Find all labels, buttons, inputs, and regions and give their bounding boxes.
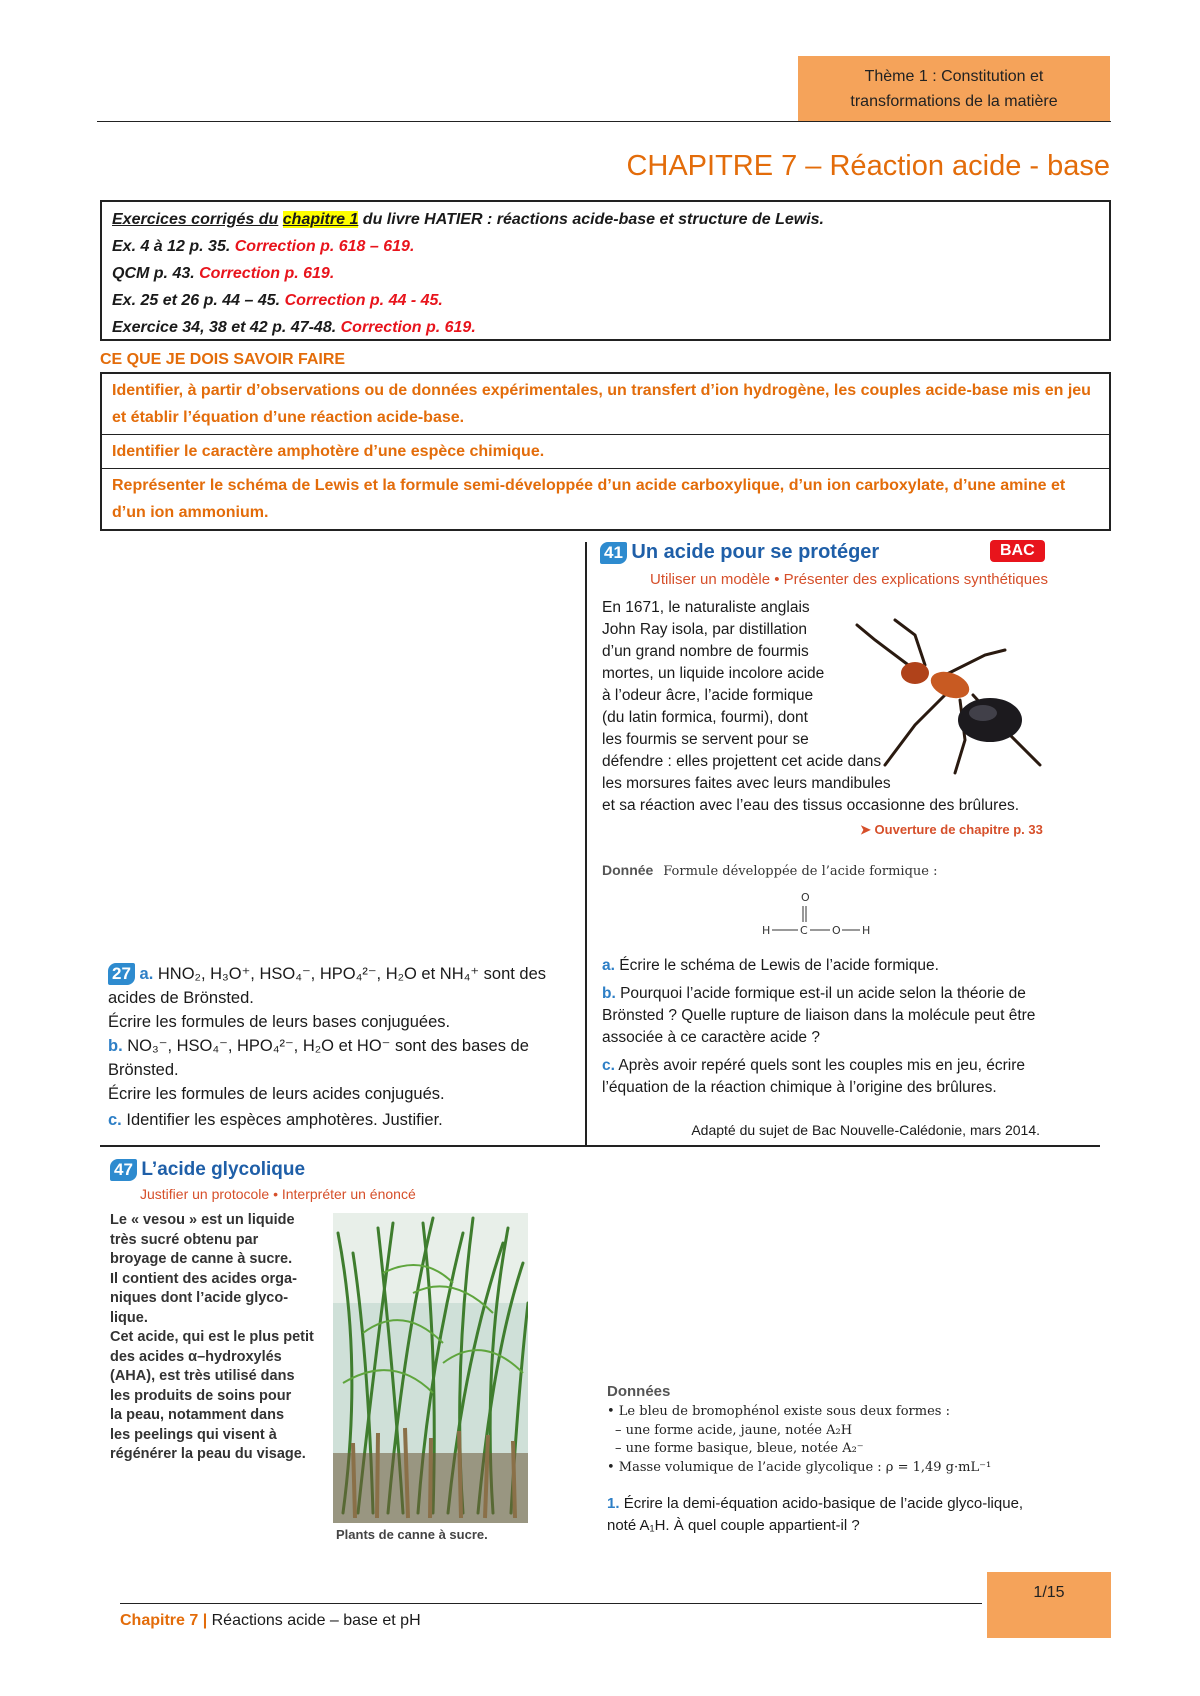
chapter-ref (860, 822, 1043, 838)
text-line: niques dont l’acide glyco- (110, 1290, 289, 1306)
formula-o-top: O (801, 892, 810, 904)
intro-line: à l’odeur âcre, l’acide formique (602, 687, 814, 704)
intro-line: les fourmis se servent pour se (602, 731, 809, 748)
exercise-ref: Exercice 34, 38 et 42 p. 47-48. (112, 319, 341, 336)
exercise-41-questions (602, 955, 1042, 1099)
text-line: Le « vesou » est un liquide (110, 1212, 295, 1228)
exercise-number-badge: 27 (108, 963, 135, 985)
text-line: (AHA), est très utilisé dans (110, 1368, 295, 1384)
text-line: la peau, notamment dans (110, 1407, 285, 1423)
data-item: • Masse volumique de l’acide glycolique : ρ = 1,49 g·mL⁻¹ (607, 1459, 992, 1475)
text-line: lique. (110, 1309, 148, 1326)
footer-chapter: Chapitre 7 | (120, 1612, 208, 1629)
corrected-intro: Exercices corrigés du (112, 211, 279, 228)
text-line: très sucré obtenu par (110, 1231, 259, 1248)
text-line: broyage de canne à sucre. (110, 1251, 293, 1267)
chapter-title: CHAPITRE 7 – Réaction acide - base (626, 150, 1110, 182)
corrected-line-5 (112, 314, 1099, 341)
photo-caption: Plants de canne à sucre. (336, 1527, 488, 1542)
exercise-subtitle: Justifier un protocole • Interpréter un énoncé (140, 1186, 416, 1202)
formula-c: C (800, 924, 808, 937)
correction-ref: Correction p. 619. (199, 265, 335, 282)
ant-illustration (855, 615, 1055, 775)
data-label: Donnée (602, 862, 654, 878)
corrected-intro-rest: du livre HATIER : réactions acide-base et structure de Lewis. (358, 211, 824, 228)
data-text: Formule développée de l’acide formique : (663, 864, 938, 879)
question-label: b. (108, 1037, 123, 1055)
corrected-line-3 (112, 260, 1099, 287)
page-number: 1/15 (987, 1572, 1111, 1638)
question-label: 1. (607, 1495, 620, 1512)
source-note: Adapté du sujet de Bac Nouvelle-Calédonie, mars 2014. (691, 1122, 1040, 1138)
data-item: – une forme basique, bleue, notée A₂⁻ (615, 1441, 864, 1456)
intro-line: les morsures faites avec leurs mandibules (602, 775, 891, 792)
question-label: a. (139, 965, 154, 983)
text-line: régénérer la peau du visage. (110, 1446, 306, 1462)
exercise-47-text (110, 1211, 325, 1465)
corrected-exercises-box (100, 200, 1111, 341)
footer-title (120, 1612, 421, 1630)
text-line: Il contient des acides orga- (110, 1270, 297, 1287)
data-item: • Le bleu de bromophénol existe sous deux formes : (607, 1404, 950, 1419)
formic-acid-formula (760, 892, 880, 942)
formula-o-right: O (832, 924, 841, 937)
exercise-27 (108, 962, 580, 1132)
text-line: les produits de soins pour (110, 1387, 292, 1404)
text-line: Cet acide, qui est le plus petit (110, 1329, 314, 1345)
question-text: Pourquoi l’acide formique est-il un acide selon la théorie de Brönsted ? Quelle rupture de liaison dans la molécule peut être associée à ce caractère acide ? (602, 985, 1036, 1046)
corrected-line-4 (112, 287, 1099, 314)
data-line (602, 862, 937, 879)
correction-ref: Correction p. 619. (340, 319, 476, 336)
intro-line: John Ray isola, par distillation (602, 621, 808, 638)
skill-item: Identifier le caractère amphotère d’une espèce chimique. (102, 435, 1109, 469)
data-item: – une forme acide, jaune, notée A₂H (615, 1422, 853, 1438)
footer-rule (120, 1603, 982, 1604)
question-label: a. (602, 957, 615, 974)
bac-badge: BAC (990, 540, 1045, 562)
sugar-cane-photo (333, 1213, 528, 1523)
question-label: c. (108, 1111, 122, 1129)
skill-item: Représenter le schéma de Lewis et la formule semi-développée d’un acide carboxylique, d’un ion carboxylate, d’une amine et d’un ion ammonium. (112, 477, 1066, 521)
intro-line: mortes, un liquide incolore acide (602, 665, 825, 682)
footer-title-text: Réactions acide – base et pH (207, 1612, 421, 1629)
question-text: Écrire le schéma de Lewis de l’acide formique. (619, 957, 939, 974)
intro-line: et sa réaction avec l’eau des tissus occasionne des brûlures. (602, 797, 1020, 814)
question-text: Identifier les espèces amphotères. Justifier. (126, 1111, 443, 1129)
header-rule (97, 121, 1111, 122)
exercise-ref: Ex. 4 à 12 p. 35. (112, 238, 235, 255)
correction-ref: Correction p. 44 - 45. (284, 292, 443, 309)
correction-ref: Correction p. 618 – 619. (234, 238, 415, 255)
data-label: Données (607, 1383, 671, 1400)
exercise-41-header (600, 541, 879, 564)
exercise-title: Un acide pour se protéger (631, 541, 880, 563)
exercise-subtitle: Utiliser un modèle • Présenter des explications synthétiques (650, 571, 1048, 588)
theme-box (798, 56, 1110, 122)
question-label: b. (602, 985, 616, 1002)
intro-line: En 1671, le naturaliste anglais (602, 599, 810, 616)
skills-heading: CE QUE JE DOIS SAVOIR FAIRE (100, 351, 346, 368)
exercise-number-badge: 41 (600, 542, 627, 564)
theme-line-2: transformations de la matière (850, 93, 1058, 110)
question-label: c. (602, 1057, 615, 1074)
question-text: Après avoir repéré quels sont les couples mis en jeu, écrire l’équation de la réaction chimique à l’origine des brûlures. (602, 1057, 1026, 1096)
corrected-line-2 (112, 233, 1099, 260)
intro-line: (du latin formica, fourmi), dont (602, 709, 808, 726)
column-divider (585, 542, 587, 1145)
row-divider (100, 1145, 1100, 1147)
formula-h-left: H (762, 924, 771, 937)
text-line: les peelings qui visent à (110, 1426, 277, 1443)
chapter-highlight: chapitre 1 (282, 211, 359, 228)
intro-line: d’un grand nombre de fourmis (602, 643, 809, 660)
chapter-ref-text: Ouverture de chapitre p. 33 (874, 822, 1043, 837)
theme-line-1: Thème 1 : Constitution et (864, 68, 1044, 85)
text-line: des acides α–hydroxylés (110, 1348, 282, 1365)
skill-item: Identifier, à partir d’observations ou de données expérimentales, un transfert d’ion hydrogène, les couples acide-base mis en jeu et établir l’équation d’une réaction acide-base. (102, 374, 1109, 435)
exercise-ref: Ex. 25 et 26 p. 44 – 45. (112, 292, 285, 309)
question-text: Écrire la demi-équation acido-basique de l’acide glyco-lique, noté A₁H. À quel couple appartient-il ? (607, 1495, 1024, 1534)
exercise-47-question (607, 1493, 1047, 1537)
corrected-line-1 (112, 206, 1099, 233)
exercise-ref: QCM p. 43. (112, 265, 200, 282)
exercise-number-badge: 47 (110, 1159, 137, 1181)
skills-table (100, 372, 1111, 531)
exercise-title: L’acide glycolique (141, 1159, 306, 1180)
arrow-circle-icon: ➤ (860, 822, 871, 837)
formula-h-right: H (862, 924, 871, 937)
exercise-47-header (110, 1159, 305, 1181)
question-text: Écrire les formules de leurs acides conjugués. (108, 1085, 445, 1103)
question-text: HNO₂, H₃O⁺, HSO₄⁻, HPO₄²⁻, H₂O et NH₄⁺ sont des acides de Brönsted. (108, 965, 547, 1007)
question-text: Écrire les formules de leurs bases conjuguées. (108, 1013, 451, 1031)
question-text: NO₃⁻, HSO₄⁻, HPO₄²⁻, H₂O et HO⁻ sont des bases de Brönsted. (108, 1037, 529, 1079)
exercise-47-data (607, 1403, 1047, 1477)
intro-line: défendre : elles projettent cet acide dans (602, 753, 882, 770)
